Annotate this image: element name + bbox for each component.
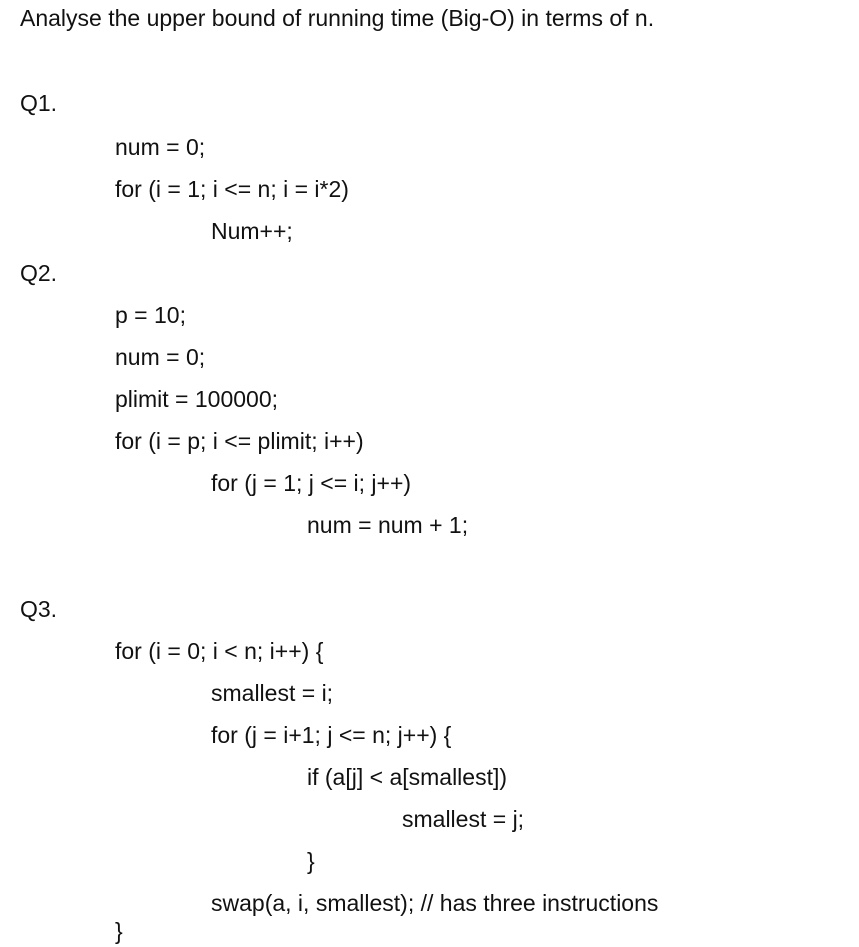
instruction-heading: Analyse the upper bound of running time (Big-O) in terms of n. (20, 5, 655, 31)
q2-code-line: num = 0; (115, 344, 206, 370)
q1-code-line: num = 0; (115, 134, 206, 160)
q2-label: Q2. (20, 260, 58, 286)
q3-code-line: swap(a, i, smallest); // has three instructions (211, 890, 659, 916)
q1-code-line: for (i = 1; i <= n; i = i*2) (115, 176, 349, 202)
q2-code-line: plimit = 100000; (115, 386, 279, 412)
q2-code-line: for (j = 1; j <= i; j++) (211, 470, 412, 496)
q3-label: Q3. (20, 596, 58, 622)
q1-label: Q1. (20, 90, 58, 116)
q1-code-line: Num++; (211, 218, 293, 244)
q3-code-line: } (307, 848, 315, 874)
q3-code-line: if (a[j] < a[smallest]) (307, 764, 508, 790)
q3-code-line: smallest = i; (211, 680, 334, 706)
q3-code-line: for (i = 0; i < n; i++) { (115, 638, 324, 664)
q2-code-line: for (i = p; i <= plimit; i++) (115, 428, 364, 454)
q3-code-line: for (j = i+1; j <= n; j++) { (211, 722, 452, 748)
q3-code-line: smallest = j; (402, 806, 525, 832)
q3-code-line: } (115, 918, 123, 944)
q2-code-line: num = num + 1; (307, 512, 469, 538)
q2-code-line: p = 10; (115, 302, 186, 328)
